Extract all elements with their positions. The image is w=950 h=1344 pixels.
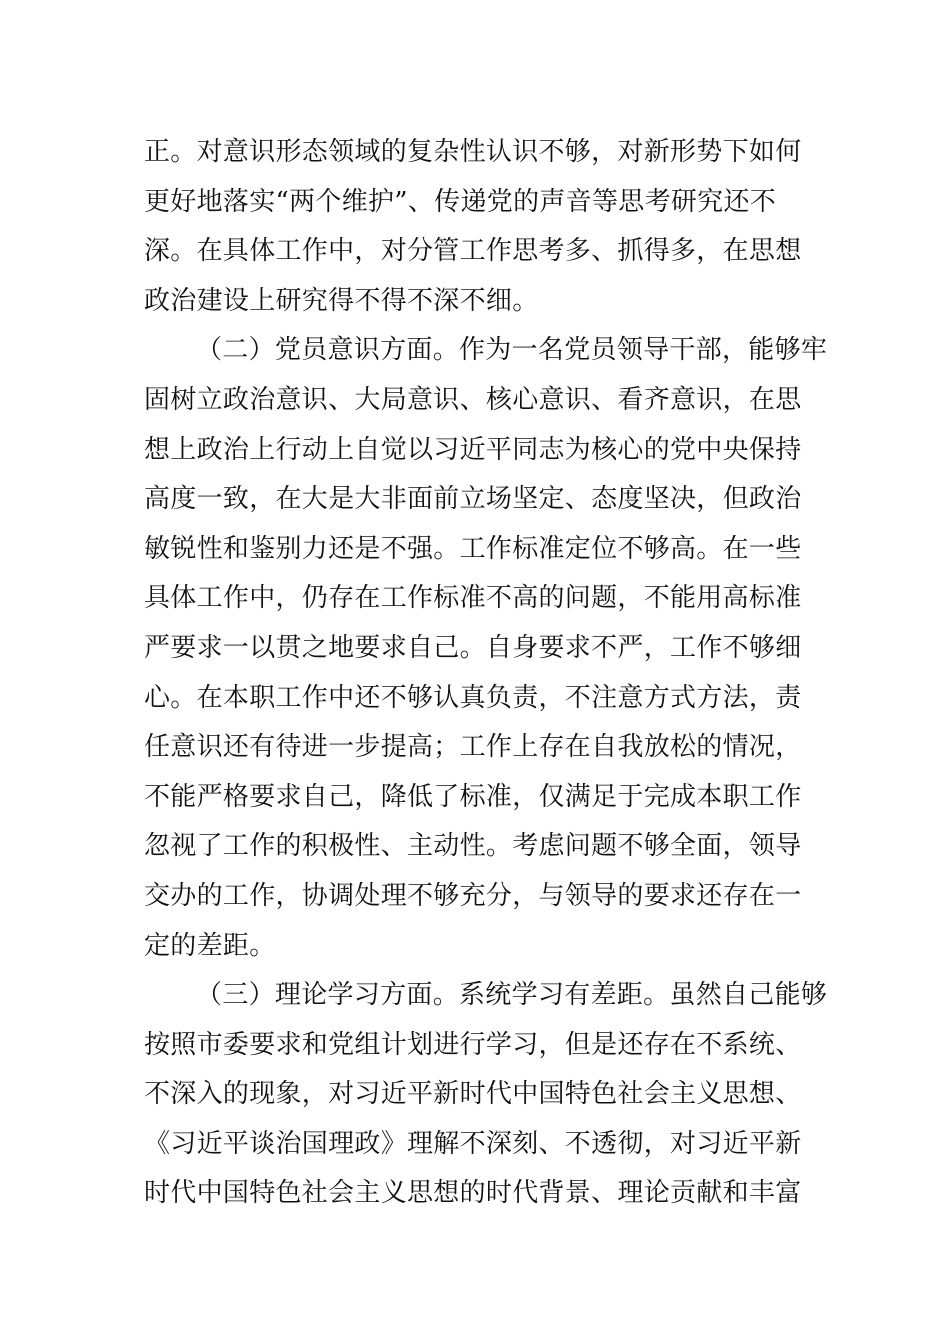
paragraph-two-first-line: （二）党员意识方面。作为一名党员领导干部，能够牢	[196, 335, 828, 366]
text-line-9: 敏锐性和鉴别力还是不强。工作标准定位不够高。在一些	[144, 533, 802, 564]
text-line-4: 政治建设上研究得不得不深不细。	[144, 285, 539, 316]
text-line-3: 深。在具体工作中，对分管工作思考多、抓得多，在思想	[144, 236, 802, 267]
text-line-15: 忽视了工作的积极性、主动性。考虑问题不够全面，领导	[144, 831, 802, 862]
text-line-7: 想上政治上行动上自觉以习近平同志为核心的党中央保持	[144, 434, 802, 465]
body-text	[144, 128, 828, 1219]
text-line-17: 定的差距。	[144, 930, 276, 961]
text-line-20: 不深入的现象，对习近平新时代中国特色社会主义思想、	[144, 1079, 802, 1110]
text-line-8: 高度一致，在大是大非面前立场坚定、态度坚决，但政治	[144, 484, 802, 515]
text-line-11: 严要求一以贯之地要求自己。自身要求不严，工作不够细	[144, 632, 802, 663]
text-line-21: 《习近平谈治国理政》理解不深刻、不透彻，对习近平新	[144, 1128, 802, 1159]
text-line-2: 更好地落实“两个维护”、传递党的声音等思考研究还不	[144, 186, 777, 217]
text-line-16: 交办的工作，协调处理不够充分，与领导的要求还存在一	[144, 880, 802, 911]
text-line-22: 时代中国特色社会主义思想的时代背景、理论贡献和丰富	[144, 1178, 802, 1209]
text-line-19: 按照市委要求和党组计划进行学习，但是还存在不系统、	[144, 1029, 802, 1060]
text-line-13: 任意识还有待进一步提高；工作上存在自我放松的情况，	[144, 732, 802, 763]
text-line-6: 固树立政治意识、大局意识、核心意识、看齐意识，在思	[144, 384, 802, 415]
text-line-14: 不能严格要求自己，降低了标准，仅满足于完成本职工作	[144, 781, 802, 812]
text-line-12: 心。在本职工作中还不够认真负责，不注意方式方法，责	[144, 682, 802, 713]
text-line-10: 具体工作中，仍存在工作标准不高的问题，不能用高标准	[144, 583, 802, 614]
text-line-1: 正。对意识形态领域的复杂性认识不够，对新形势下如何	[144, 137, 802, 167]
paragraph-three-first-line: （三）理论学习方面。系统学习有差距。虽然自己能够	[196, 980, 828, 1011]
